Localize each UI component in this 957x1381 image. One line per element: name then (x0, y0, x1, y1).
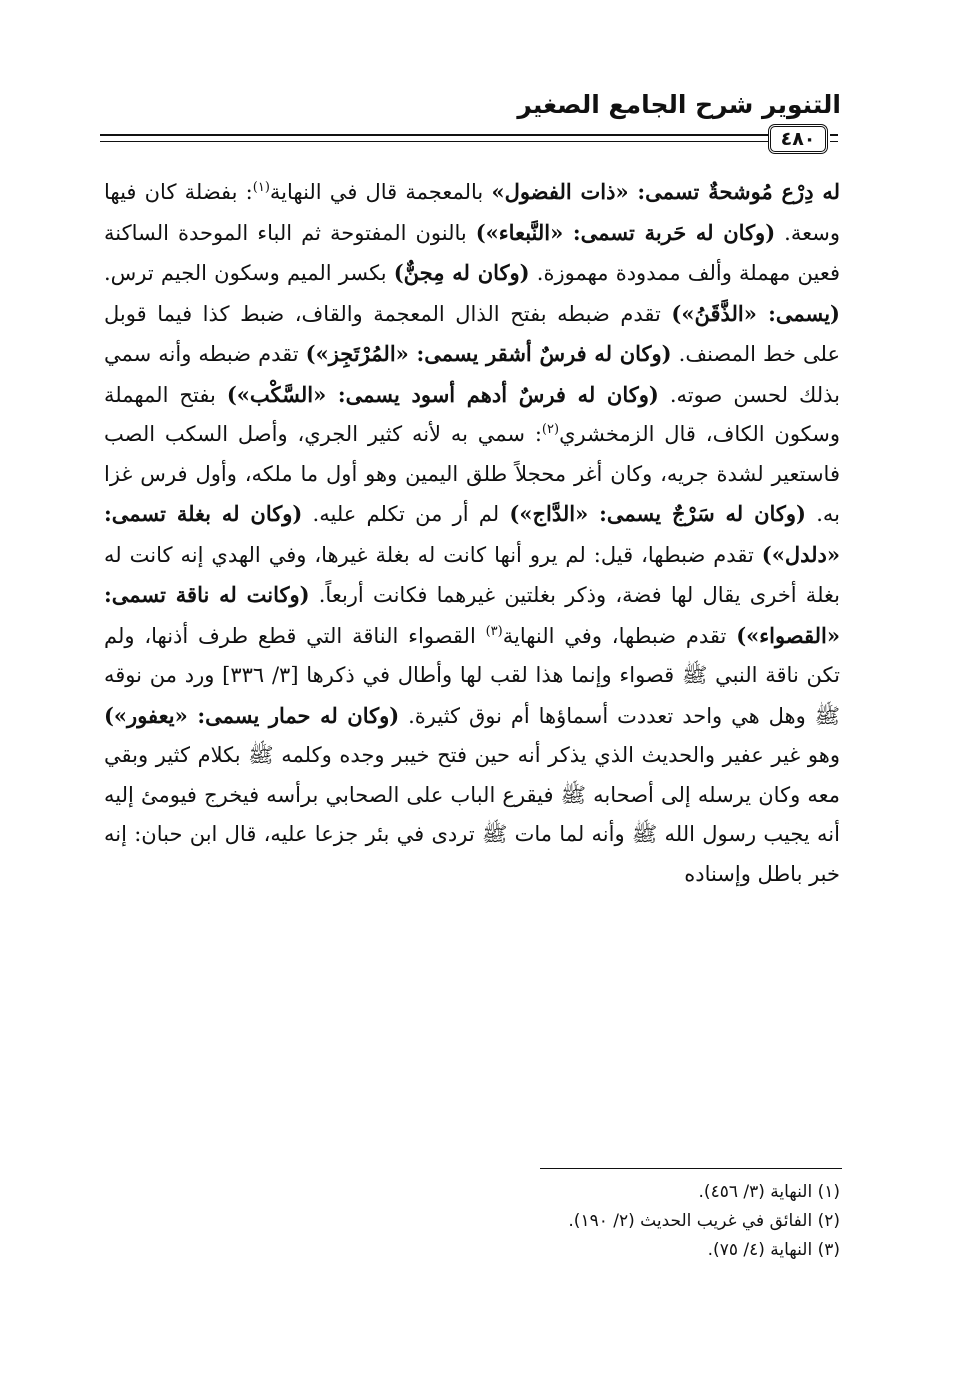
running-header-title: التنوير شرح الجامع الصغير (517, 90, 841, 119)
hadith-text: (وكان له بغلة تسمى: «دلدل») (104, 501, 840, 567)
commentary-text: تقدم ضبطها، قيل: لم يرو أنها كانت له بغلة غيرها، وفي الهدي إنه كانت له بغلة أخرى يقال لها فضة، وذكر بغلتين غيرهما فكانت أربعاً. (104, 542, 840, 607)
body-paragraph (104, 172, 840, 894)
commentary-text: بكسر الميم وسكون الجيم ترس. (104, 261, 394, 285)
footnote-1: (١) النهاية (٣/ ٤٥٦). (698, 1182, 840, 1202)
footnote-ref: (٢) (541, 422, 560, 437)
header-rule-thin (100, 141, 768, 142)
commentary-text: لم أر من تكلم عليه. (302, 502, 510, 526)
commentary-text: وهو غير عفير والحديث الذي يذكر أنه حين فتح خيبر وجده وكلمه ﷺ بكلام كثير وبقي معه وكان يرسله إلى أصحابه ﷺ فيقرع الباب على الصحابي برأسه فيخرج فيومئ إليه أنه يجيب رسول الله ﷺ وأنه لما مات ﷺ تردى في بئر جزعا عليه، قال ابن حبان: إنه خبر باطل وإسناده (104, 743, 840, 886)
commentary-text: تقدم ضبطه وأنه سمي بذلك لحسن صوته. (104, 342, 841, 407)
hadith-text: (وكان له فرسٌ أدهم أسود يسمى: «السَّكْب») (226, 381, 659, 407)
footnote-separator (540, 1168, 842, 1169)
footnote-ref: (٣) (485, 623, 503, 639)
footnote-ref: (١) (252, 180, 270, 195)
commentary-text: : سمي به لأنه كثير الجري، وأصل السكب الصب فاستعير لشدة جريه، وكان أغر محجلاً طلق اليمين وهو أول ما ملكه، وأول فرس غزا به. (104, 422, 840, 526)
page-number: ٤٨٠ (780, 128, 816, 150)
commentary-text: القصواء الناقة التي قطع طرف أذنها، ولم تكن ناقة النبي ﷺ قصواء وإنما هذا لقب لها وأطال في ذكرها [٣/ ٣٣٦] ورد من نوقه ﷺ وهل هي واحد تعددت أسماؤها أم نوق كثيرة. (104, 623, 840, 728)
footnote-3: (٣) النهاية (٤/ ٧٥). (707, 1240, 840, 1260)
badge-tail-thin (830, 141, 838, 142)
commentary-text: تقدم ضبطه بفتح الذال المعجمة والقاف، ضبط كذا فيما قوبل على خط المصنف. (104, 301, 840, 366)
footnotes (440, 1178, 840, 1265)
hadith-text: (يسمى: «الذَّقَنُ») (671, 300, 840, 326)
hadith-text: (وكانت له ناقة تسمى: «القصواء») (104, 582, 840, 648)
hadith-text: (وكان له فرسٌ أشقر يسمى: «المُرْتَجِز») (305, 341, 672, 366)
hadith-text: له دِرْع مُوشحةٌ تسمى: «ذات الفضول» (491, 179, 841, 204)
page-number-badge (768, 124, 828, 154)
header-rule-thick (100, 134, 768, 136)
hadith-text: (وكان له مِجنٌّ) (393, 260, 530, 285)
commentary-text: بفتح المهملة وسكون الكاف، قال الزمخشري (104, 382, 840, 446)
body-text (104, 172, 840, 894)
commentary-text: بالمعجمة قال في النهاية (269, 180, 492, 204)
commentary-text: بالنون المفتوحة ثم الباء الموحدة الساكنة فعين مهملة وألف ممدودة مهموزة. (104, 220, 840, 285)
commentary-text: تقدم ضبطها، وفي النهاية (502, 623, 737, 648)
hadith-text: (وكان له حمار يسمى: «يعفور») (104, 702, 400, 728)
hadith-text: (وكان له سَرْجٌ يسمى: «الدَّاج») (509, 501, 806, 526)
badge-tail-thick (830, 134, 838, 136)
footnote-2: (٢) الفائق في غريب الحديث (٢/ ١٩٠). (568, 1211, 840, 1231)
hadith-text: (وكان له حَربة تسمى: «النَّبعاء») (475, 219, 776, 245)
commentary-text: : بفضلة كان فيها وسعة. (104, 180, 840, 245)
